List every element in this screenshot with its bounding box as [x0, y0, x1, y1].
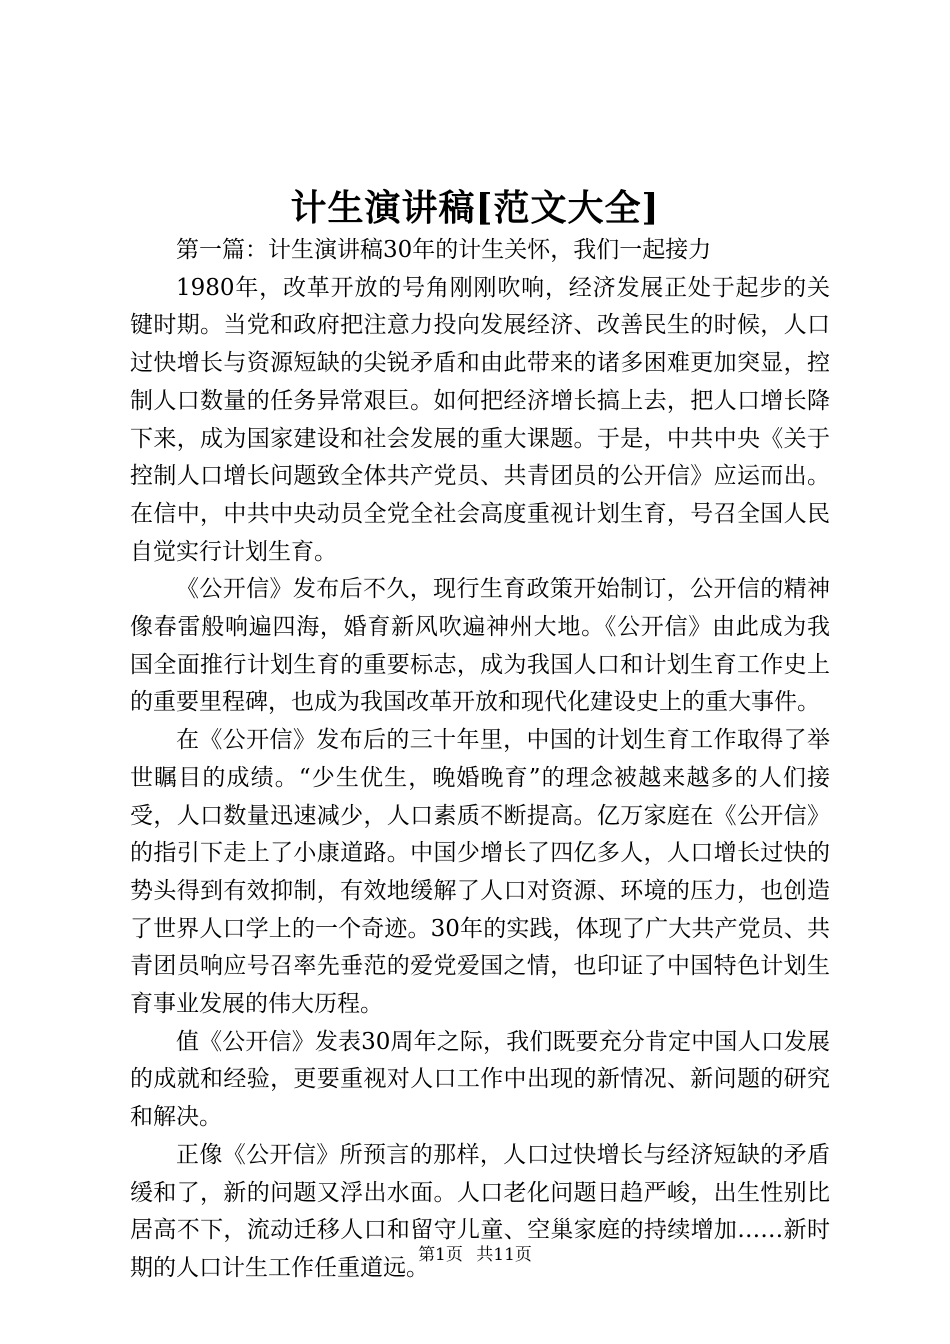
document-body: [130, 232, 830, 1288]
paragraph: 正像《公开信》所预言的那样，人口过快增长与经济短缺的矛盾缓和了，新的问题又浮出水面。人口老化问题日趋严峻，出生性别比居高不下，流动迁移人口和留守儿童、空巢家庭的持续增加……新时期的人口计生工作任重道远。: [130, 1141, 830, 1281]
paragraph: 《公开信》发布后不久，现行生育政策开始制订，公开信的精神像春雷般响遍四海，婚育新风吹遍神州大地。《公开信》由此成为我国全面推行计划生育的重要标志，成为我国人口和计划生育工作史上的重要里程碑，也成为我国改革开放和现代化建设史上的重大事件。: [130, 576, 830, 716]
paragraph: 在《公开信》发布后的三十年里，中国的计划生育工作取得了举世瞩目的成绩。“少生优生，晚婚晚育”的理念被越来越多的人们接受，人口数量迅速减少，人口素质不断提高。亿万家庭在《公开信》的指引下走上了小康道路。中国少增长了四亿多人，人口增长过快的势头得到有效抑制，有效地缓解了人口对资源、环境的压力，也创造了世界人口学上的一个奇迹。30年的实践，体现了广大共产党员、共青团员响应号召率先垂范的爱党爱国之情，也印证了中国特色计划生育事业发展的伟大历程。: [130, 727, 830, 1018]
page-total: 共11页: [476, 1245, 532, 1265]
document-title: 计生演讲稿[范文大全]: [290, 187, 660, 229]
paragraph: 第一篇：计生演讲稿30年的计生关怀，我们一起接力: [176, 237, 712, 263]
page-footer: [0, 1243, 950, 1267]
paragraph: 1980年，改革开放的号角刚刚吹响，经济发展正处于起步的关键时期。当党和政府把注意力投向发展经济、改善民生的时候，人口过快增长与资源短缺的尖锐矛盾和由此带来的诸多困难更加突显，控制人口数量的任务异常艰巨。如何把经济增长搞上去，把人口增长降下来，成为国家建设和社会发展的重大课题。于是，中共中央《关于控制人口增长问题致全体共产党员、共青团员的公开信》应运而出。在信中，中共中央动员全党全社会高度重视计划生育，号召全国人民自觉实行计划生育。: [130, 274, 830, 565]
paragraph: 值《公开信》发表30周年之际，我们既要充分肯定中国人口发展的成就和经验，更要重视对人口工作中出现的新情况、新问题的研究和解决。: [130, 1028, 830, 1131]
page-number: 第1页: [418, 1245, 463, 1265]
